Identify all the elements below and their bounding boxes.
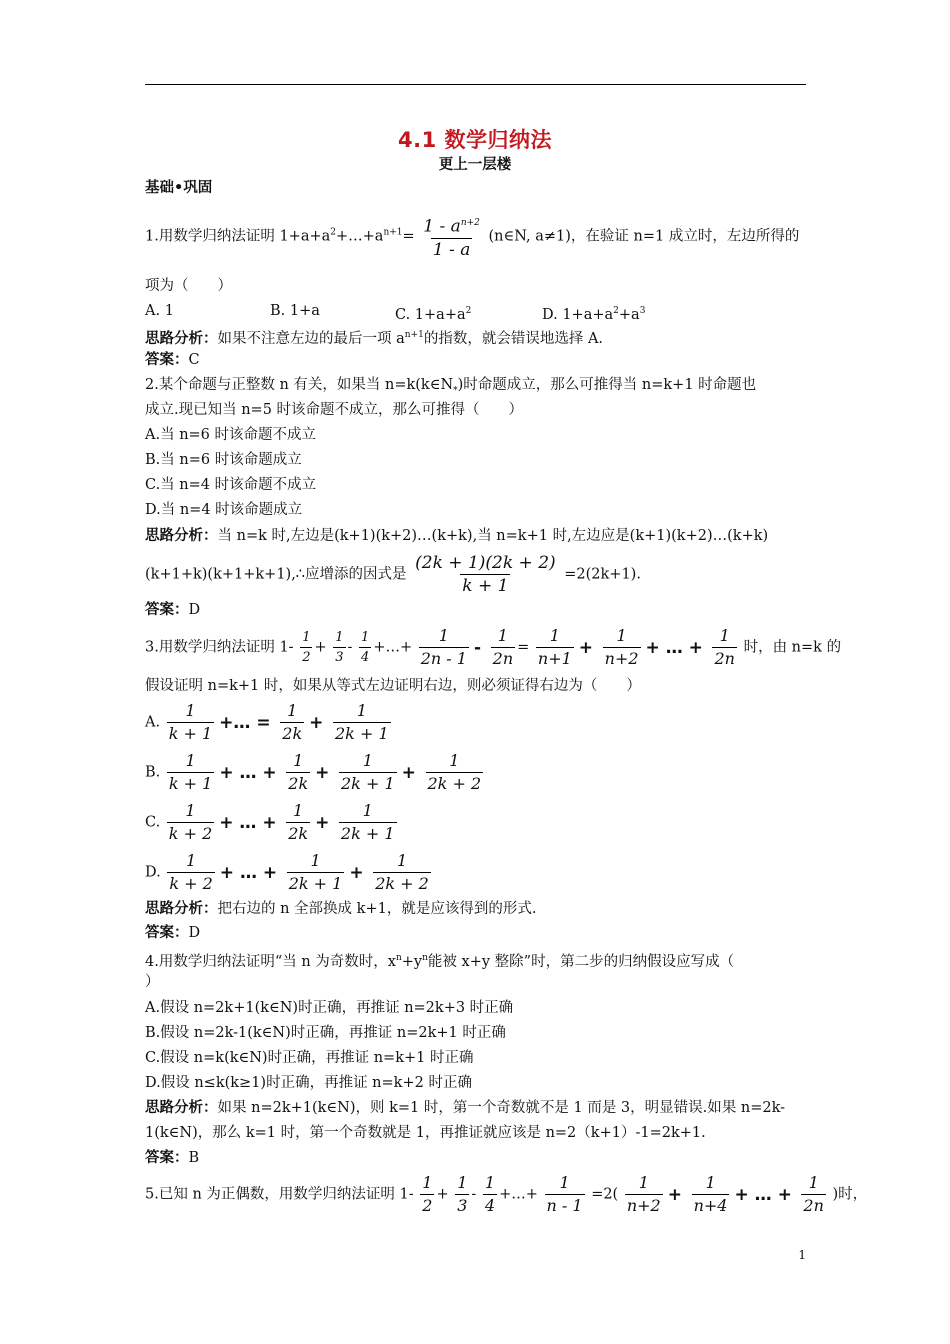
q1-stem: 1.用数学归纳法证明 $1+a+a^2+\dots+a^{n+1}=$ $\frac{1 - a^{n+2}}{1 - a}$ (n∈N, a≠1)，在验证 n=1 成立时，左边所得的 (145, 212, 799, 261)
q2-option-c: C.当 n=4 时该命题不成立 (145, 477, 317, 493)
section-heading: 基础•巩固 (145, 180, 213, 196)
q1-option-d: D. $1+a+a^2+a^3$ (542, 306, 646, 323)
q1-option-c: C. $1+a+a^2$ (395, 306, 472, 323)
q2-answer: 答案：D (145, 602, 201, 618)
q4-analysis-cont: 1(k∈N)，那么 k=1 时，第一个奇数就是 1，再推证就应该是 n=2（k+1）-1=2k+1. (145, 1125, 706, 1141)
q3-stem-cont: 假设证明 n=k+1 时，如果从等式左边证明右边，则必须证得右边为（ ） (145, 678, 641, 694)
q2-analysis-cont: (k+1+k)(k+1+k+1),∴应增添的因式是 $\frac{(2k + 1)(2k + 2)}{k + 1}$ =2(2k+1). (145, 553, 641, 596)
header-rule (145, 84, 806, 85)
q1-answer: 答案：C (145, 352, 200, 368)
q1-option-b: B. 1+a (270, 303, 320, 319)
q5-stem: 5.已知 n 为正偶数，用数学归纳法证明 1- $\frac{1}{2}$ + $\frac{1}{3}$ - $\frac{1}{4}$ +…+ $\frac{1}{n - 1}$ =2( $\frac{1}{n+2}$ + $\frac{1}{n+4}$ + … + $\frac{1}{2n}$ )时， (145, 1173, 868, 1215)
q2-analysis: 思路分析：当 n=k 时,左边是(k+1)(k+2)…(k+k),当 n=k+1 时,左边应是(k+1)(k+2)…(k+k) (145, 528, 769, 544)
q1-stem-cont: 项为（ ） (145, 278, 232, 294)
q4-answer: 答案：B (145, 1150, 200, 1166)
q4-option-c: C.假设 n=k(k∈N)时正确，再推证 n=k+1 时正确 (145, 1050, 474, 1066)
q3-answer: 答案：D (145, 925, 201, 941)
page-subtitle: 更上一层楼 (438, 157, 512, 173)
q3-frac-2n: $\frac{1}{2n}$ (492, 626, 514, 668)
q3-frac-half: $\frac{1}{2}$ (302, 630, 311, 665)
q2-stem: 2.某个命题与正整数 n 有关，如果当 $n=k(k\in N_*)$时命题成立，那么可推得当 n=k+1 时命题也 (145, 377, 757, 396)
q3-frac-n1: $\frac{1}{n+1}$ (537, 626, 572, 668)
q4-option-a: A.假设 n=2k+1(k∈N)时正确，再推证 n=2k+3 时正确 (145, 1000, 514, 1016)
q3-frac-2n-1: $\frac{1}{2n - 1}$ (420, 626, 467, 668)
q3-option-a: A. $\frac{1}{k + 1}$ +… = $\frac{1}{2k}$ + $\frac{1}{2k + 1}$ (145, 701, 389, 743)
q3-stem: 3.用数学归纳法证明 1- $\frac{1}{2}$ + $\frac{1}{3}$ - $\frac{1}{4}$ +…+ $\frac{1}{2n - 1}$ - $\frac{1}{2n}$ = $\frac{1}{n+1}$ + $\frac{1}{n+2}$ + … + $\frac{1}{2n}$ 时，由 n=k 的 (145, 626, 842, 668)
q4-stem: 4.用数学归纳法证明“当 n 为奇数时，$x^n+y^n$能被 x+y 整除”时，第二步的归纳假设应写成（ (145, 953, 735, 970)
page-number: 1 (798, 1248, 806, 1262)
q1-option-a: A. 1 (145, 303, 174, 319)
q2-option-d: D.当 n=4 时该命题成立 (145, 502, 303, 518)
q3-frac-2n-r: $\frac{1}{2n}$ (714, 626, 735, 668)
q3-frac-n2: $\frac{1}{n+2}$ (604, 626, 639, 668)
q3-option-b: B. $\frac{1}{k + 1}$ + … + $\frac{1}{2k}$ + $\frac{1}{2k + 1}$ + $\frac{1}{2k + 2}$ (145, 751, 482, 793)
q4-analysis: 思路分析：如果 n=2k+1(k∈N)，则 k=1 时，第一个奇数就不是 1 而是 3，明显错误.如果 n=2k- (145, 1100, 786, 1116)
q3-frac-third: $\frac{1}{3}$ (335, 630, 344, 665)
q3-frac-quarter: $\frac{1}{4}$ (361, 630, 370, 665)
q2-option-a: A.当 n=6 时该命题不成立 (145, 427, 317, 443)
page-title: 4.1 数学归纳法 (397, 128, 552, 152)
q3-option-c: C. $\frac{1}{k + 2}$ + … + $\frac{1}{2k}$ + $\frac{1}{2k + 1}$ (145, 801, 395, 843)
q4-stem-cont: ） (145, 974, 160, 990)
q1-fraction: $\frac{1 - a^{n+2}}{1 - a}$ (423, 216, 480, 260)
q1-analysis: 思路分析：如果不注意左边的最后一项 $a^{n+1}$的指数，就会错误地选择 A. (145, 330, 604, 347)
q3-analysis: 思路分析：把右边的 n 全部换成 k+1，就是应该得到的形式. (145, 901, 537, 917)
q2-stem-cont: 成立.现已知当 n=5 时该命题不成立，那么可推得（ ） (145, 402, 524, 418)
q2-fraction: $\frac{(2k + 1)(2k + 2)}{k + 1}$ (415, 553, 556, 596)
q3-option-d: D. $\frac{1}{k + 2}$ + … + $\frac{1}{2k + 1}$ + $\frac{1}{2k + 2}$ (145, 851, 429, 893)
q4-option-b: B.假设 n=2k-1(k∈N)时正确，再推证 n=2k+1 时正确 (145, 1025, 506, 1041)
q4-option-d: D.假设 n≤k(k≥1)时正确，再推证 n=k+2 时正确 (145, 1075, 472, 1091)
q2-option-b: B.当 n=6 时该命题成立 (145, 452, 302, 468)
